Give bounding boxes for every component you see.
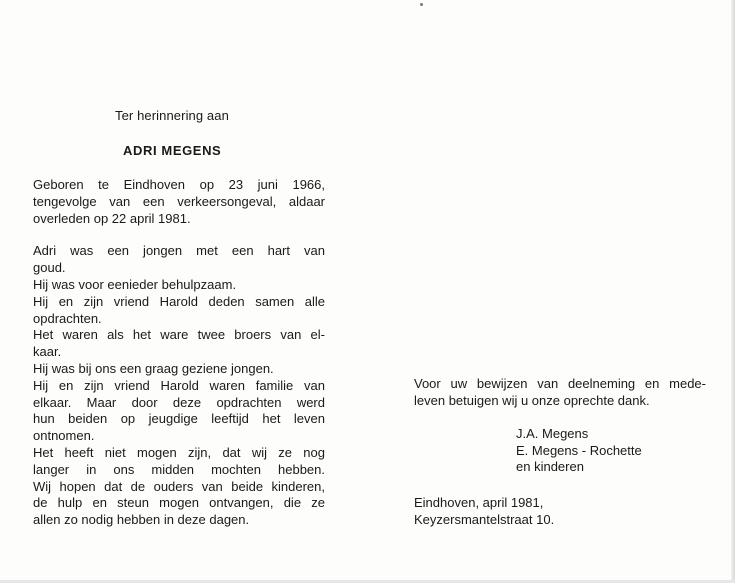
paragraph-gap [33, 227, 325, 243]
left-column [33, 177, 325, 529]
verse-line: Wij hopen dat de ouders van beide kinderen, [33, 478, 325, 494]
address-line: Keyzersmantelstraat 10. [414, 511, 555, 527]
verse-line: Hij en zijn vriend Harold waren familie van [33, 377, 325, 393]
verse-line: allen zo nodig hebben in deze dagen. [33, 512, 250, 528]
verse-line: langer in ons midden mochten hebben. [33, 461, 325, 477]
deceased-name: ADRI MEGENS [123, 143, 222, 158]
verse-line: Adri was een jongen met een hart van [33, 243, 325, 259]
place-date-address [414, 495, 554, 529]
signer-line: en kinderen [516, 459, 584, 474]
verse-line: opdrachten. [33, 310, 102, 326]
print-speck [420, 3, 423, 6]
card-edge-right [731, 0, 735, 583]
signers-block [516, 426, 642, 476]
verse-line: Hij was voor eenieder behulpzaam. [33, 276, 237, 292]
verse-line: de hulp en steun mogen ontvangen, die ze [33, 495, 325, 511]
thanks-line: Voor uw bewijzen van deelneming en mede- [414, 376, 706, 391]
intro-line: overleden op 22 april 1981. [33, 210, 191, 226]
verse-line: Het waren als het ware twee broers van el- [33, 327, 325, 343]
signer-line: J.A. Megens [516, 426, 589, 441]
verse-line: Hij was bij ons een graag geziene jongen. [33, 360, 274, 376]
verse-line: hun beiden op jeugdige leeftijd het leven [33, 411, 325, 427]
verse-line: elkaar. Maar door deze opdrachten werd [33, 394, 325, 410]
thanks-block [414, 376, 706, 410]
memorial-heading: Ter herinnering aan [115, 108, 229, 123]
verse-line: ontnomen. [33, 428, 95, 444]
thanks-line: leven betuigen wij u onze oprechte dank. [414, 392, 650, 408]
verse-line: kaar. [33, 344, 62, 360]
verse-line: Het heeft niet mogen zijn, dat wij ze nog [33, 444, 325, 460]
intro-line: tengevolge van een verkeersongeval, aldaar [33, 193, 325, 209]
intro-line: Geboren te Eindhoven op 23 juni 1966, [33, 177, 325, 192]
signer-line: E. Megens - Rochette [516, 442, 642, 458]
verse-line: goud. [33, 260, 66, 276]
place-line: Eindhoven, april 1981, [414, 495, 544, 510]
verse-line: Hij en zijn vriend Harold deden samen alle [33, 293, 325, 309]
